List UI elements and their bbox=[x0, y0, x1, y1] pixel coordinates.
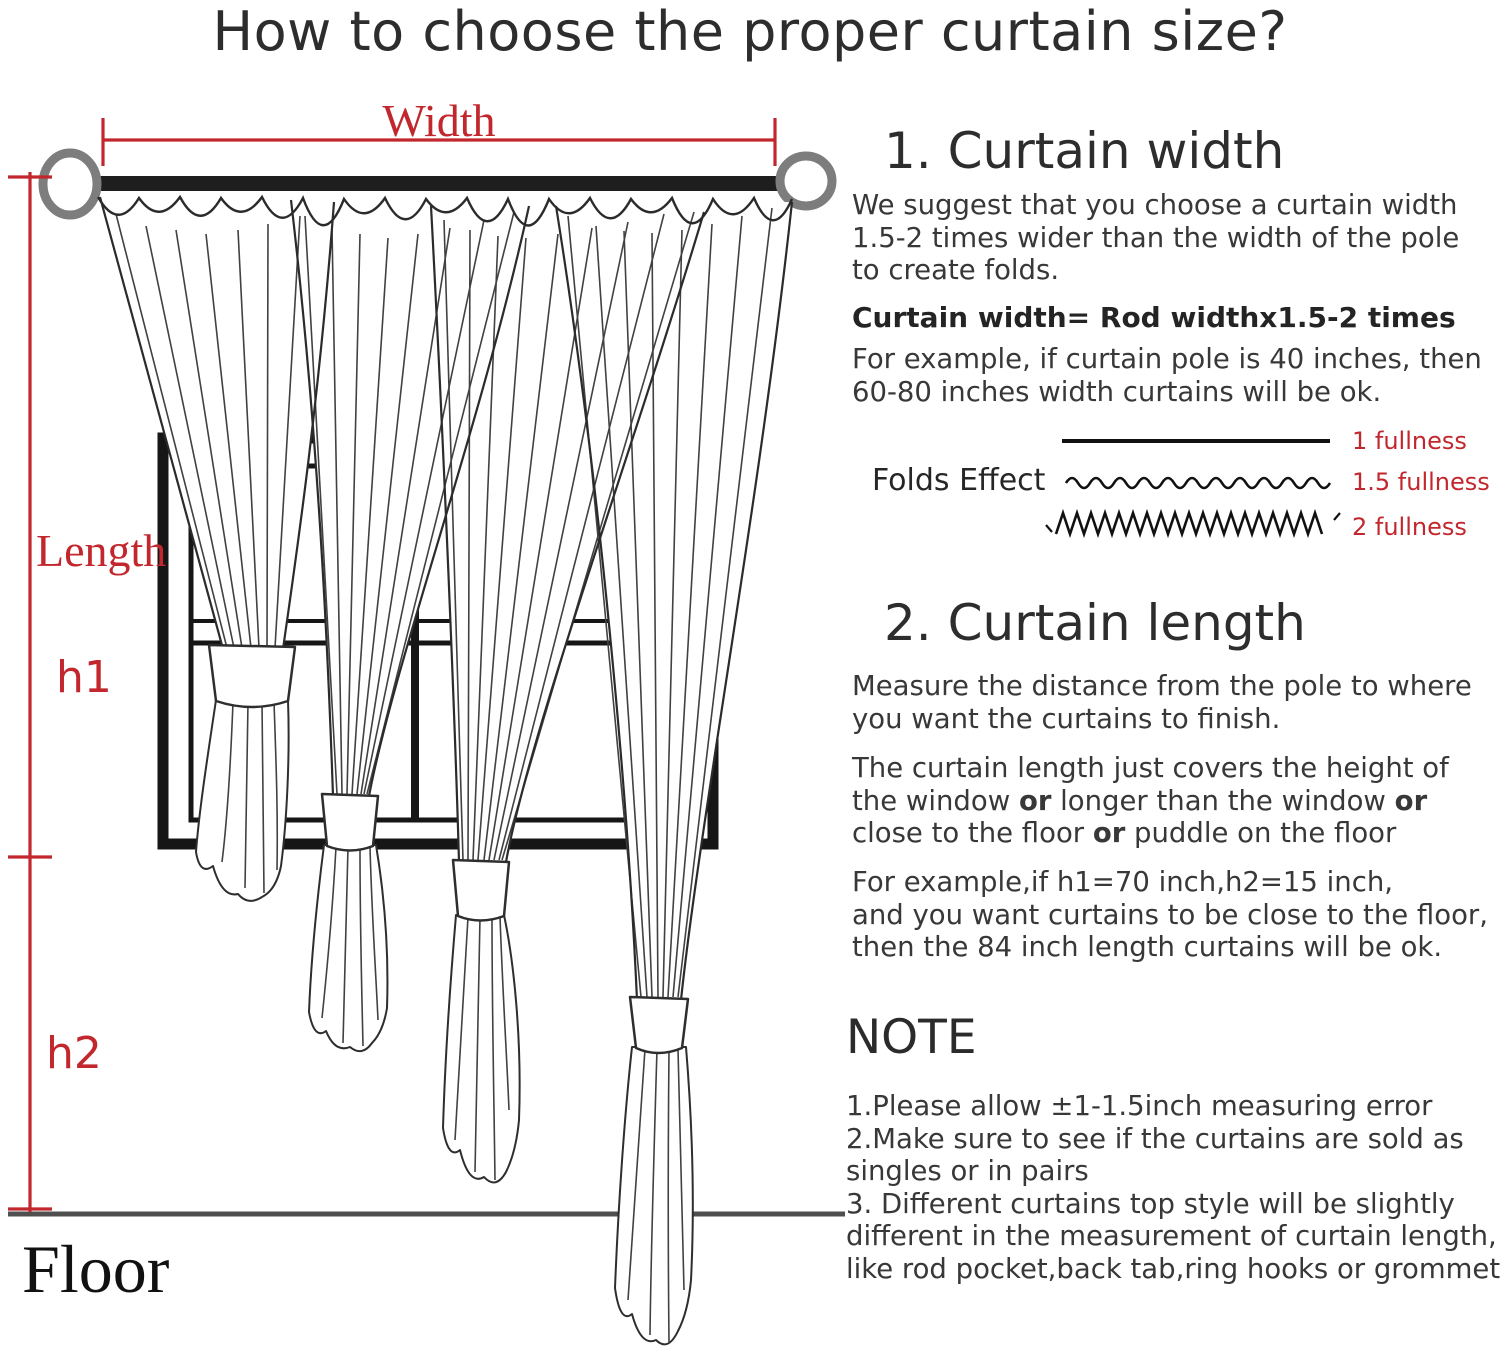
floor-label: Floor bbox=[22, 1231, 170, 1307]
tie-band-1 bbox=[209, 645, 295, 707]
fullness-2-label: 2 fullness bbox=[1352, 513, 1467, 541]
h2-measure-label: h2 bbox=[46, 1028, 102, 1079]
bold-or: or bbox=[1092, 817, 1126, 849]
text-line: and you want curtains to be close to the floor, bbox=[852, 898, 1488, 931]
tie-band-4 bbox=[630, 997, 688, 1053]
note-line: like rod pocket,back tab,ring hooks or grommet bbox=[846, 1252, 1500, 1285]
length-measure-label: Length bbox=[36, 525, 167, 576]
note-line: 3. Different curtains top style will be slightly bbox=[846, 1187, 1455, 1220]
text-run: close to the floor bbox=[852, 817, 1093, 849]
text-line bbox=[852, 817, 1449, 850]
note-list bbox=[846, 1090, 1500, 1285]
rod-ring-left bbox=[43, 153, 97, 215]
section-heading-curtain-length: 2. Curtain length bbox=[884, 594, 1306, 652]
page-title: How to choose the proper curtain size? bbox=[212, 0, 1288, 63]
fullness-2-line bbox=[1056, 513, 1322, 534]
text-line: you want the curtains to finish. bbox=[852, 702, 1281, 735]
note-line: singles or in pairs bbox=[846, 1155, 1089, 1187]
text-line: 1.5-2 times wider than the width of the pole bbox=[852, 221, 1460, 254]
curtain-length-example bbox=[852, 866, 1488, 964]
note-line: different in the measurement of curtain length, bbox=[846, 1220, 1497, 1252]
fullness-1-5-line bbox=[1066, 478, 1330, 488]
note-line: 1.Please allow ±1-1.5inch measuring error bbox=[846, 1090, 1433, 1122]
text-line: We suggest that you choose a curtain width bbox=[852, 189, 1458, 221]
curtain-width-example bbox=[852, 343, 1482, 408]
text-line: then the 84 inch length curtains will be ok. bbox=[852, 931, 1443, 963]
text-line: Measure the distance from the pole to where bbox=[852, 670, 1472, 702]
bold-or: or bbox=[1394, 784, 1428, 817]
folds-effect-label: Folds Effect bbox=[872, 463, 1046, 498]
note-heading: NOTE bbox=[846, 1010, 977, 1065]
bold-or: or bbox=[1018, 784, 1052, 817]
curtain-fills bbox=[100, 197, 792, 1000]
section-heading-curtain-width: 1. Curtain width bbox=[884, 122, 1285, 180]
text-run: the window bbox=[852, 784, 1019, 817]
rod-bar bbox=[92, 176, 784, 191]
curtain-width-paragraph bbox=[852, 189, 1459, 287]
width-measure-label: Width bbox=[382, 95, 496, 146]
h1-measure-label: h1 bbox=[56, 652, 112, 703]
curtain-bundles bbox=[196, 700, 693, 1344]
note-line: 2.Make sure to see if the curtains are sold as bbox=[846, 1122, 1464, 1155]
text-line: For example,if h1=70 inch,h2=15 inch, bbox=[852, 866, 1394, 898]
rod-ring-right bbox=[780, 156, 832, 206]
text-line: to create folds. bbox=[852, 254, 1060, 286]
text-line: 60-80 inches width curtains will be ok. bbox=[852, 375, 1382, 408]
text-run: longer than the window bbox=[1051, 784, 1395, 817]
tie-band-3 bbox=[453, 860, 509, 921]
text-line: The curtain length just covers the height of bbox=[852, 752, 1449, 784]
text-run: puddle on the floor bbox=[1125, 817, 1397, 849]
curtain-length-paragraph-2 bbox=[852, 752, 1449, 850]
fullness-1-5-label: 1.5 fullness bbox=[1352, 468, 1490, 496]
tie-band-2 bbox=[322, 794, 378, 851]
text-line: For example, if curtain pole is 40 inches, then bbox=[852, 343, 1482, 375]
curtain-length-paragraph-1 bbox=[852, 670, 1472, 735]
folds-effect-lines bbox=[1046, 441, 1340, 534]
curtain-width-formula: Curtain width= Rod widthx1.5-2 times bbox=[852, 301, 1456, 334]
fullness-1-label: 1 fullness bbox=[1352, 427, 1467, 455]
text-line bbox=[852, 785, 1449, 818]
